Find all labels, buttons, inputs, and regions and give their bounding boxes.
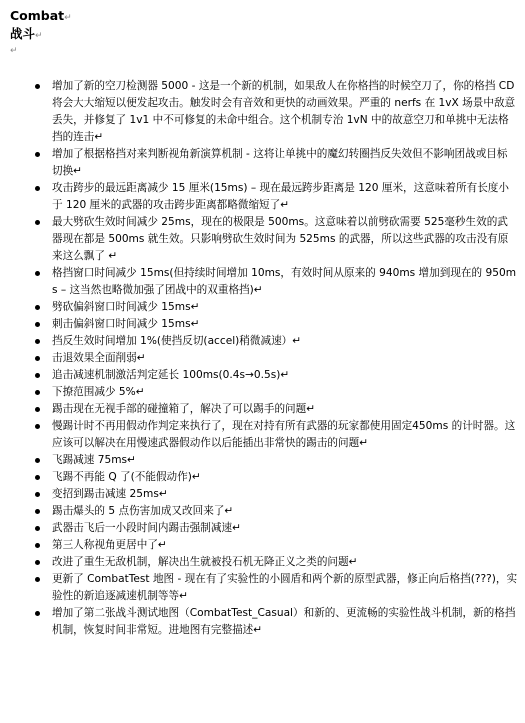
list-item: 飞踢减速 75ms↵ [10, 452, 518, 469]
list-item: 改进了重生无敌机制，解决出生就被投石机无降正义之类的问题↵ [10, 554, 518, 571]
paragraph-mark-icon: ↵ [64, 13, 72, 23]
list-item: 击退效果全面削弱↵ [10, 350, 518, 367]
list-item: 变招到踢击减速 25ms↵ [10, 486, 518, 503]
paragraph-mark-icon: ↵ [35, 31, 43, 41]
section-heading: 战斗↵ [10, 26, 43, 41]
list-item: 第三人称视角更居中了↵ [10, 537, 518, 554]
list-item: 刺击偏斜窗口时间减少 15ms↵ [10, 316, 518, 333]
empty-paragraph: ↵ [10, 46, 18, 56]
list-item: 格挡窗口时间减少 15ms(但持续时间增加 10ms，有效时间从原来的 940ms 增加到现在的 950ms – 这当然也略微加强了团战中的双重格挡)↵ [10, 265, 518, 299]
list-item: 攻击跨步的最远距离减少 15 厘米(15ms) – 现在最远跨步距离是 120 厘米，这意味着所有长度小于 120 厘米的武器的攻击跨步距离都略微缩短了↵ [10, 180, 518, 214]
list-item: 增加了新的空刀检测器 5000 - 这是一个新的机制，如果敌人在你格挡的时候空刀了，你的格挡 CD 将会大大缩短以便发起攻击。触发时会有音效和更快的动画效果。严重的 nerfs 在 1vX 场景中敌意丢失，并修复了 1v1 中不可修复的未命中组合。这个机制专治 1vN 中的故意空刀和单挑中无法格挡的连击↵ [10, 78, 518, 146]
list-item: 劈砍偏斜窗口时间减少 15ms↵ [10, 299, 518, 316]
list-item: 最大劈砍生效时间减少 25ms，现在的极限是 500ms。这意味着以前劈砍需要 525毫秒生效的武器现在都是 500ms 就生效。只影响劈砍生效时间为 525ms 的武器，所以这些武器的攻击没有原来这么飘了 ↵ [10, 214, 518, 265]
list-item: 慢踢计时不再用假动作判定来执行了，现在对持有所有武器的玩家都使用固定450ms 的计时器。这应该可以解决在用慢速武器假动作以后能插出非常快的踢击的问题↵ [10, 418, 518, 452]
list-item: 更新了 CombatTest 地图 - 现在有了实验性的小圆盾和两个新的原型武器，修正向后格挡(???)，实验性的新追逐减速机制等等↵ [10, 571, 518, 605]
document-body [10, 8, 518, 639]
list-item: 增加了第二张战斗测试地图（CombatTest_Casual）和新的、更流畅的实验性战斗机制，新的格挡机制，恢复时间非常短。进地图有完整描述↵ [10, 605, 518, 639]
list-item: 踢击爆头的 5 点伤害加成又改回来了↵ [10, 503, 518, 520]
list-item: 飞踢不再能 Q 了(不能假动作)↵ [10, 469, 518, 486]
list-item: 武器击飞后一小段时间内踢击强制减速↵ [10, 520, 518, 537]
list-item: 下撩范围减少 5%↵ [10, 384, 518, 401]
list-item: 增加了根据格挡对来判断视角新演算机制 - 这将让单挑中的魔幻转圈挡反失效但不影响团战或目标切换↵ [10, 146, 518, 180]
list-item: 踢击现在无视手部的碰撞箱了，解决了可以踢手的问题↵ [10, 401, 518, 418]
changelog-list [10, 78, 518, 639]
list-item: 追击减速机制激活判定延长 100ms(0.4s→0.5s)↵ [10, 367, 518, 384]
list-item: 挡反生效时间增加 1%(使挡反切(accel)稍微减速）↵ [10, 333, 518, 350]
document-title: Combat↵ [10, 8, 72, 23]
